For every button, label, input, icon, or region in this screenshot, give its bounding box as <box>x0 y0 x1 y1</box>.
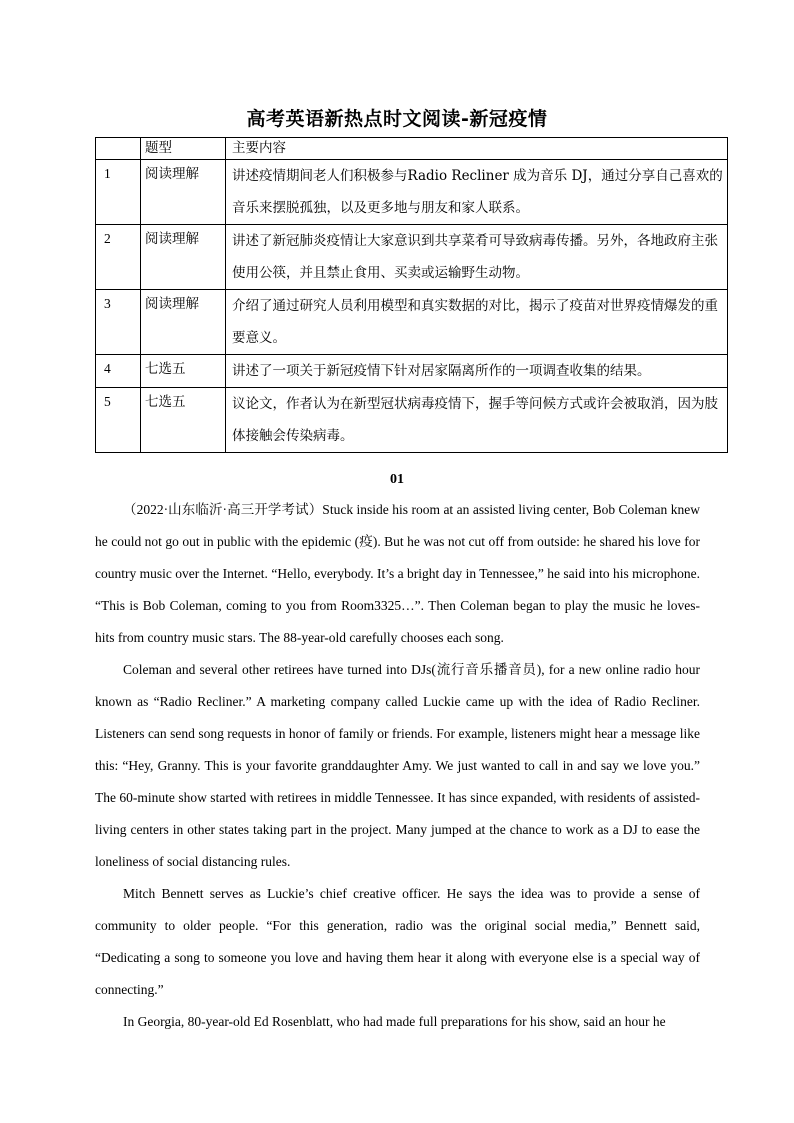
table-row <box>96 225 728 290</box>
row-number: 4 <box>96 355 141 388</box>
summary-table <box>95 137 728 453</box>
row-number: 3 <box>96 290 141 355</box>
row-number: 5 <box>96 388 141 453</box>
document-title: 高考英语新热点时文阅读-新冠疫情 <box>246 108 548 130</box>
row-question-type: 阅读理解 <box>141 225 226 290</box>
paragraph: （2022·山东临沂·高三开学考试）Stuck inside his room at an assisted living center, Bob Coleman knew he could not go out in public with the epidemic (疫). But he was not cut off from outside: he shared his love for country music over the Internet. “Hello, everybody. It’s a bright day in Tennessee,” he said into his microphone. “This is Bob Coleman, coming to you from Room3325…”. Then Coleman began to play the music he loves-hits from country music stars. The 88-year-old carefully chooses each song. <box>95 502 700 645</box>
row-content: 议论文，作者认为在新型冠状病毒疫情下，握手等问候方式或许会被取消，因为肢体接触会传染病毒。 <box>226 388 728 453</box>
row-question-type: 阅读理解 <box>141 160 226 225</box>
row-number: 1 <box>96 160 141 225</box>
table-row <box>96 160 728 225</box>
paragraph: Coleman and several other retirees have turned into DJs(流行音乐播音员), for a new online radio hour known as “Radio Recliner.” A marketing company called Luckie came up with the idea of Radio Recliner. Listeners can send song requests in honor of family or friends. For example, listeners might hear a message like this: “Hey, Granny. This is your favorite granddaughter Amy. We just wanted to call in and say we love you.” The 60-minute show started with retirees in middle Tennessee. It has since expanded, with residents of assisted-living centers in other states taking part in the project. Many jumped at the chance to work as a DJ to ease the loneliness of social distancing rules. <box>95 662 700 869</box>
row-question-type: 七选五 <box>141 388 226 453</box>
row-number: 2 <box>96 225 141 290</box>
row-content: 讲述疫情期间老人们积极参与Radio Recliner 成为音乐 DJ，通过分享自己喜欢的音乐来摆脱孤独，以及更多地与朋友和家人联系。 <box>226 160 728 225</box>
header-number <box>96 138 141 160</box>
header-question-type: 题型 <box>141 138 226 160</box>
table-header-row <box>96 138 728 160</box>
row-question-type: 阅读理解 <box>141 290 226 355</box>
row-content: 讲述了新冠肺炎疫情让大家意识到共享菜肴可导致病毒传播。另外，各地政府主张使用公筷，并且禁止食用、买卖或运输野生动物。 <box>226 225 728 290</box>
table-row <box>96 290 728 355</box>
paragraph: In Georgia, 80-year-old Ed Rosenblatt, who had made full preparations for his show, said an hour he <box>123 1014 666 1029</box>
row-content: 讲述了一项关于新冠疫情下针对居家隔离所作的一项调查收集的结果。 <box>226 355 728 388</box>
row-content: 介绍了通过研究人员利用模型和真实数据的对比，揭示了疫苗对世界疫情爆发的重要意义。 <box>226 290 728 355</box>
header-main-content: 主要内容 <box>226 138 728 160</box>
paragraph: Mitch Bennett serves as Luckie’s chief creative officer. He says the idea was to provide a sense of community to older people. “For this generation, radio was the original social media,” Bennett said, “Dedicating a song to someone you love and having them hear it along with everyone else is a special way of connecting.” <box>95 886 700 997</box>
article-body <box>95 494 700 1038</box>
table-row <box>96 355 728 388</box>
row-question-type: 七选五 <box>141 355 226 388</box>
table-row <box>96 388 728 453</box>
section-number: 01 <box>390 472 404 487</box>
